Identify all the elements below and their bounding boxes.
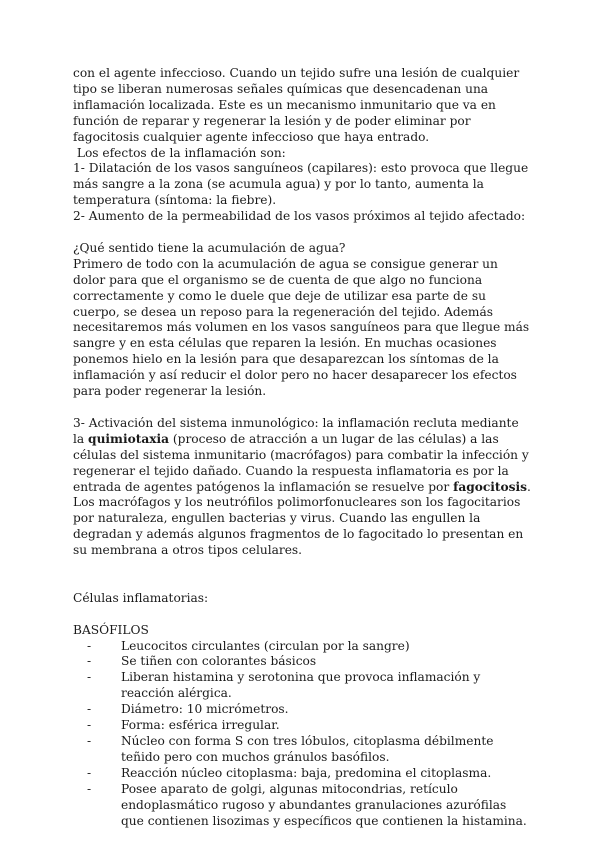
cells-heading: Células inflamatorias: [73, 590, 209, 605]
list-item [87, 734, 533, 766]
spacer [73, 559, 533, 591]
bullet-dash: - [87, 781, 92, 796]
immune-paragraph [73, 416, 533, 559]
basophils-list [73, 639, 533, 830]
list-item-text: Forma: esférica irregular. [121, 718, 280, 733]
basophils-title: BASÓFILOS [73, 622, 149, 637]
spacer [73, 400, 533, 416]
list-item [87, 718, 533, 734]
list-item [87, 702, 533, 718]
document-page [73, 66, 533, 829]
water-question: ¿Qué sentido tiene la acumulación de agua? [73, 240, 346, 255]
bullet-dash: - [87, 718, 92, 733]
water-paragraph: Primero de todo con la acumulación de agua se consigue generar un dolor para que el organismo se de cuenta de que algo no funciona correctamente y como le duele que deje de utilizar esa parte de su cuerpo, se desea un reposo para la regeneración del tejido. Además necesitaremos más volumen en los vasos sanguíneos para que llegue más sangre y en esta células que reparen la lesión. En muchas ocasiones ponemos hielo en la lesión para que desaparezcan los síntomas de la inflamación y así reducir el dolor pero no hacer desaparecer los efectos para poder regenerar la lesión. [73, 256, 530, 399]
list-item-text: Núcleo con forma S con tres lóbulos, citoplasma débilmente teñido pero con muchos gránulos basófilos. [121, 734, 494, 764]
effect-item-2: 2- Aumento de la permeabilidad de los vasos próximos al tejido afectado: [73, 209, 526, 224]
term-fagocitosis: fagocitosis [453, 479, 528, 494]
bullet-dash: - [87, 734, 92, 748]
list-item [87, 654, 533, 670]
immune-text-3: . Los macrófagos y los neutrófilos polimorfonucleares son los fagocitarios por naturaleza, engullen bacterias y virus. Cuando las engullen la degradan y además algunos fragmentos de lo fagocitado lo presentan en su membrana a otros tipos celulares. [73, 479, 531, 558]
list-item [87, 670, 533, 702]
list-item-text: Se tiñen con colorantes básicos [121, 654, 317, 669]
intro-paragraph: con el agente infeccioso. Cuando un tejido sufre una lesión de cualquier tipo se liberan numerosas señales químicas que desencadenan una inflamación localizada. Este es un mecanismo inmunitario que va en función de reparar y regenerar la lesión y de poder eliminar por fagocitosis cualquier agente infeccioso que haya entrado. [73, 66, 520, 144]
immune-text-1: 3- Activación del sistema inmunológico: la inflamación recluta mediante la [73, 415, 519, 446]
bullet-dash: - [87, 654, 92, 669]
spacer [73, 607, 533, 623]
bullet-dash: - [87, 670, 92, 685]
bullet-dash: - [87, 638, 92, 653]
list-item-text: Reacción núcleo citoplasma: baja, predomina el citoplasma. [121, 765, 492, 780]
list-item-text: Leucocitos circulantes (circulan por la sangre) [121, 638, 410, 653]
list-item [87, 766, 533, 782]
bullet-dash: - [87, 702, 92, 717]
effect-item-1: 1- Dilatación de los vasos sanguíneos (capilares): esto provoca que llegue más sangre a la zona (se acumula agua) y por lo tanto, aumenta la temperatura (síntoma: la fiebre). [73, 161, 529, 208]
spacer [73, 225, 533, 241]
list-item-text: Diámetro: 10 micrómetros. [121, 702, 289, 717]
list-item-text: Liberan histamina y serotonina que provoca inflamación y reacción alérgica. [121, 670, 481, 701]
effects-heading: Los efectos de la inflamación son: [73, 145, 286, 160]
list-item [87, 639, 533, 655]
bullet-dash: - [87, 765, 92, 780]
list-item-text: Posee aparato de golgi, algunas mitocondrias, retículo endoplasmático rugoso y abundantes granulaciones azurófilas que contienen lisozimas y específicos que contienen la histamina. [121, 781, 527, 828]
immune-text-2: (proceso de atracción a un lugar de las células) a las células del sistema inmunitario (macrófagos) para combatir la infección y regenerar el tejido dañado. Cuando la respuesta inflamatoria es por la entrada de agentes patógenos la inflamación se resuelve por [73, 431, 529, 494]
list-item [87, 782, 533, 830]
term-quimiotaxia: quimiotaxia [88, 431, 170, 446]
